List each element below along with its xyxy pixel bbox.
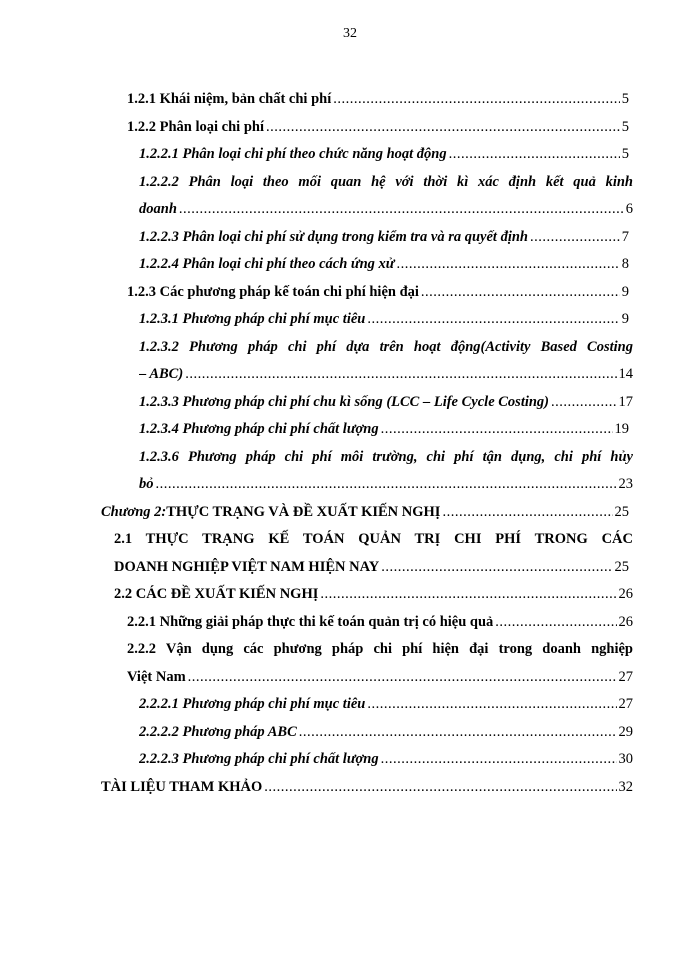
toc-entry-title: 2.2.2.3 Phương pháp chi phí chất lượng — [139, 751, 379, 767]
toc-entry-title: 1.2.3.4 Phương pháp chi phí chất lượng — [139, 421, 379, 437]
toc-entry-title-cont: Việt Nam — [127, 668, 186, 685]
toc-entry-line1[interactable] — [0, 526, 700, 554]
toc-entry-page: 7 — [621, 228, 629, 245]
toc-leader-dots — [396, 251, 619, 279]
toc-leader-dots — [551, 389, 616, 417]
toc-entry-page: 32 — [618, 778, 633, 795]
toc-entry-line2[interactable] — [0, 554, 700, 582]
toc-entry[interactable] — [0, 389, 700, 417]
toc-entry-page: 25 — [614, 558, 629, 575]
toc-entry-page: 26 — [618, 613, 633, 630]
toc-entry[interactable] — [0, 279, 700, 307]
toc-leader-dots — [495, 609, 616, 637]
toc-entry-title: 1.2.2.3 Phân loại chi phí sử dụng trong kiểm tra và ra quyết định — [139, 228, 528, 245]
toc-entry-line2[interactable] — [0, 361, 700, 389]
toc-entry-title: 2.2.2.2 Phương pháp ABC — [139, 723, 297, 740]
toc-entry[interactable] — [0, 719, 700, 747]
toc-entry-page: 9 — [621, 311, 629, 327]
toc-entry-page: 17 — [618, 393, 633, 410]
toc-leader-dots — [367, 691, 616, 719]
toc-leader-dots — [381, 554, 612, 582]
toc-entry-title-cont: – ABC) — [139, 366, 184, 382]
toc-entry-line1[interactable] — [0, 636, 700, 664]
toc-entry-title: THỰC TRẠNG VÀ ĐỀ XUẤT KIẾN NGHỊ — [166, 503, 441, 520]
toc-entry-title: 2.2.1 Những giải pháp thực thi kế toán quản trị có hiệu quả — [127, 613, 494, 630]
toc-entry-title: 1.2.3.2 Phương pháp chi phí dựa trên hoạt động(Activity Based Costing — [139, 338, 633, 355]
toc-entry[interactable] — [0, 416, 700, 444]
toc-leader-dots — [381, 746, 617, 774]
toc-leader-dots — [367, 306, 619, 334]
toc-entry-title: 1.2.2.4 Phân loại chi phí theo cách ứng xử — [139, 256, 395, 272]
toc-entry[interactable] — [0, 691, 700, 719]
table-of-contents — [0, 86, 700, 801]
toc-entry-page: 25 — [614, 503, 629, 520]
toc-leader-dots — [381, 416, 613, 444]
toc-entry-title: 2.2.2.1 Phương pháp chi phí mục tiêu — [139, 696, 366, 712]
toc-entry-page: 23 — [618, 476, 633, 492]
toc-entry-line2[interactable] — [0, 664, 700, 692]
toc-leader-dots — [266, 114, 620, 142]
toc-entry[interactable] — [0, 114, 700, 142]
toc-leader-dots — [333, 86, 620, 114]
toc-entry-page: 14 — [618, 366, 633, 382]
toc-entry-title: 1.2.2.1 Phân loại chi phí theo chức năng hoạt động — [139, 146, 447, 162]
toc-entry-page: 6 — [625, 201, 633, 217]
toc-entry-page: 8 — [621, 256, 629, 272]
toc-entry-page: 5 — [621, 146, 629, 162]
toc-entry-title: 1.2.3.3 Phương pháp chi phí chu kì sống (LCC – Life Cycle Costing) — [139, 393, 550, 410]
toc-leader-dots — [156, 471, 617, 499]
toc-entry-page: 30 — [618, 751, 633, 767]
toc-entry-page: 19 — [614, 421, 629, 437]
toc-leader-dots — [264, 774, 616, 802]
toc-entry[interactable] — [0, 609, 700, 637]
toc-entry-page: 5 — [621, 118, 629, 135]
toc-entry-line1[interactable] — [0, 334, 700, 362]
toc-chapter-prefix: Chương 2: — [101, 503, 167, 520]
toc-entry[interactable] — [0, 224, 700, 252]
toc-entry-title-cont: DOANH NGHIỆP VIỆT NAM HIỆN NAY — [114, 558, 380, 575]
toc-leader-dots — [188, 664, 617, 692]
toc-entry-page: 5 — [621, 91, 629, 107]
toc-entry[interactable] — [0, 251, 700, 279]
toc-entry-title: 1.2.3.1 Phương pháp chi phí mục tiêu — [139, 311, 366, 327]
toc-leader-dots — [449, 141, 620, 169]
toc-entry-line1[interactable] — [0, 169, 700, 197]
toc-entry-title: 1.2.2 Phân loại chi phí — [127, 118, 264, 135]
toc-entry-title: 1.2.3.6 Phương pháp chi phí môi trường, chi phí tận dụng, chi phí hủy — [139, 448, 633, 465]
toc-entry[interactable] — [0, 581, 700, 609]
toc-entry-line1[interactable] — [0, 444, 700, 472]
toc-entry-page: 27 — [618, 668, 633, 685]
toc-entry-title: TÀI LIỆU THAM KHẢO — [101, 778, 263, 795]
toc-entry-line2[interactable] — [0, 471, 700, 499]
toc-entry-page: 27 — [618, 696, 633, 712]
toc-leader-dots — [421, 279, 620, 307]
toc-entry[interactable] — [0, 746, 700, 774]
toc-leader-dots — [530, 224, 620, 252]
toc-leader-dots — [299, 719, 617, 747]
toc-leader-dots — [185, 361, 616, 389]
toc-leader-dots — [442, 499, 612, 527]
toc-entry-page: 29 — [618, 723, 633, 740]
toc-entry[interactable] — [0, 141, 700, 169]
toc-entry-title-cont: doanh — [139, 201, 177, 217]
toc-entry[interactable] — [0, 306, 700, 334]
toc-entry-title-cont: bỏ — [139, 476, 154, 492]
toc-entry-title: 1.2.3 Các phương pháp kế toán chi phí hiện đại — [127, 283, 419, 300]
toc-entry-title: 2.2.2 Vận dụng các phương pháp chi phí hiện đại trong doanh nghiệp — [127, 641, 633, 657]
toc-entry-line2[interactable] — [0, 196, 700, 224]
toc-leader-dots — [320, 581, 616, 609]
toc-entry-title: 1.2.1 Khái niệm, bản chất chi phí — [127, 91, 332, 107]
toc-entry-page: 9 — [621, 283, 629, 300]
toc-references-entry[interactable] — [0, 774, 700, 802]
toc-entry-title: 2.2 CÁC ĐỀ XUẤT KIẾN NGHỊ — [114, 586, 319, 602]
toc-leader-dots — [179, 196, 624, 224]
toc-entry-page: 26 — [618, 586, 633, 602]
toc-entry[interactable] — [0, 86, 700, 114]
toc-entry-title: 2.1 THỰC TRẠNG KẾ TOÁN QUẢN TRỊ CHI PHÍ TRONG CÁC — [114, 531, 633, 547]
page-number: 32 — [343, 26, 357, 41]
toc-chapter-entry[interactable] — [0, 499, 700, 527]
toc-entry-title: 1.2.2.2 Phân loại theo mối quan hệ với thời kì xác định kết quả kinh — [139, 173, 633, 190]
